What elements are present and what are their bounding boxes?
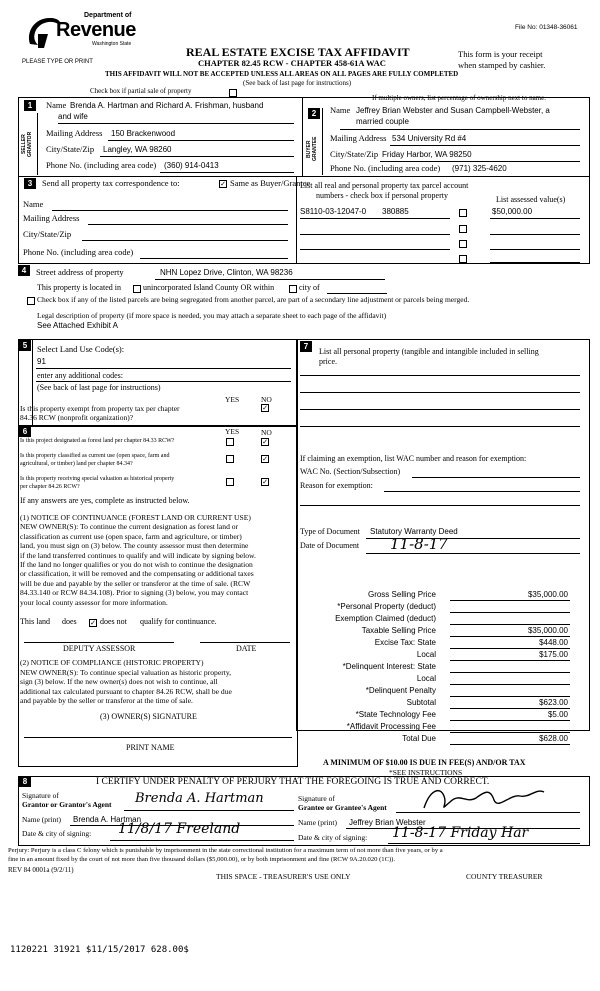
assessed-value[interactable]: $50,000.00 <box>492 207 533 216</box>
buyer-name-label: Name <box>330 105 351 115</box>
personal-property-label-1: List all personal property (tangible and intangible included in selling <box>319 347 539 356</box>
tax-row-value[interactable]: $5.00 <box>547 710 568 719</box>
notice-of-compliance <box>20 658 292 706</box>
does-not-label: does not <box>100 617 127 626</box>
multiple-owners-note: If multiple owners, list percentage of ownership next to name. <box>372 94 546 102</box>
qualify-label: qualify for continuance. <box>140 617 217 626</box>
seller-name-value-2[interactable]: and wife <box>58 112 88 121</box>
file-number: File No: 01348-36061 <box>515 24 578 31</box>
certify-statement: I CERTIFY UNDER PENALTY OF PERJURY THAT THE FOREGOING IS TRUE AND CORRECT. <box>96 777 490 787</box>
assessor-date-label: DATE <box>236 644 257 653</box>
forest-yes-checkbox[interactable] <box>226 438 234 446</box>
corr-city-label: City/State/Zip <box>23 229 72 239</box>
notice-continuance-line: or classification, it will be removed and the compensating or additional taxes <box>20 569 254 579</box>
tax-row-label: Excise Tax: State <box>374 638 436 647</box>
parcel-2-personal-checkbox[interactable] <box>459 225 467 233</box>
notice-continuance-line: If the land no longer qualifies or you do not wish to continue the designation <box>20 560 253 570</box>
doc-date-label: Date of Document <box>300 541 360 550</box>
notice-compliance-line: (2) NOTICE OF COMPLIANCE (HISTORIC PROPERTY) <box>20 658 204 667</box>
send-correspondence-label: Send all property tax correspondence to: <box>42 178 180 188</box>
notice-continuance-line: 84.33.140 or RCW 84.34.108). Prior to signing (3) below, you may contact <box>20 588 249 598</box>
logo-state: Washington State <box>92 41 132 47</box>
parcel-value-2[interactable]: 380885 <box>382 207 409 216</box>
corr-mail-label: Mailing Address <box>23 213 80 223</box>
receipt-stamp: 1120221 31921 $11/15/2017 628.00$ <box>10 945 189 955</box>
seller-city-label: City/State/Zip <box>46 144 95 154</box>
grantor-sig-label-1: Signature of <box>22 791 59 800</box>
logo <box>22 12 136 52</box>
grantee-signature[interactable] <box>420 784 560 814</box>
seller-mail-label: Mailing Address <box>46 128 103 138</box>
parcel-3-personal-checkbox[interactable] <box>459 240 467 248</box>
grantee-name-print-value[interactable]: Jeffrey Brian Webster <box>349 818 426 827</box>
wac-number-label: WAC No. (Section/Subsection) <box>300 467 401 476</box>
tax-row-line <box>450 696 570 697</box>
parcel-header-2: numbers - check box if personal property <box>316 191 448 200</box>
does-not-checkbox[interactable]: ✓ <box>90 619 96 627</box>
perjury-note-1: Perjury: Perjury is a class C felony which is punishable by imprisonment in the state correctional institution for a maximum term of not more than five years, or by a <box>8 847 443 854</box>
buyer-name-value-1[interactable]: Jeffrey Brian Webster and Susan Campbell-Webster, a <box>356 106 550 115</box>
grantee-date-city-value[interactable]: 11-8-17 Friday Har <box>392 825 529 841</box>
tax-row-line <box>450 684 570 685</box>
seller-mail-value[interactable]: 150 Brackenwood <box>111 129 176 138</box>
notice-continuance-line: will be due and payable by the seller or transferor at the time of sale. (RCW <box>20 578 251 588</box>
s6-yes-header: YES <box>225 427 240 436</box>
notice-compliance-line: and payable by the seller or transferor at the time of sale. <box>20 696 193 706</box>
tax-row-label: Total Due <box>402 734 436 743</box>
receipt-note-2: when stamped by cashier. <box>458 60 546 70</box>
logo-dept: Department of <box>84 12 132 19</box>
tax-row-value[interactable]: $35,000.00 <box>527 590 568 599</box>
grantor-name-print-label: Name (print) <box>22 815 61 824</box>
notice-compliance-line: additional tax calculated pursuant to chapter 84.26 RCW, shall be due <box>20 686 232 696</box>
owner-signature-label: (3) OWNER(S) SIGNATURE <box>100 712 197 721</box>
buyer-phone-value[interactable]: (971) 325-4620 <box>452 164 507 173</box>
tax-row-line <box>450 672 570 673</box>
exempt-question-1: Is this property exempt from property tax per chapter <box>20 404 180 413</box>
buyer-mail-value[interactable]: 534 University Rd #4 <box>392 134 467 143</box>
tax-row-line <box>450 648 570 649</box>
section-2-badge: 2 <box>308 108 320 119</box>
tax-row-label: Exemption Claimed (deduct) <box>335 614 436 623</box>
seller-phone-label: Phone No. (including area code) <box>46 160 157 170</box>
land-use-value[interactable]: 91 <box>37 357 46 366</box>
minimum-due-note: A MINIMUM OF $10.00 IS DUE IN FEE(S) AND/OR TAX <box>323 758 526 767</box>
tax-row-line <box>450 732 570 733</box>
parcel-header-1: List all real and personal property tax parcel account <box>300 181 469 190</box>
notice-compliance-line: sign (3) below. If the new owner(s) does not wish to continue, all <box>20 677 218 687</box>
warning-text: THIS AFFIDAVIT WILL NOT BE ACCEPTED UNLESS ALL AREAS ON ALL PAGES ARE FULLY COMPLETED <box>105 70 459 78</box>
tax-row-line <box>450 660 570 661</box>
historic-yes-checkbox[interactable] <box>226 478 234 486</box>
segregated-checkbox[interactable] <box>27 297 35 305</box>
forest-land-question: Is this project designated as forest land per chapter 84.33 RCW? <box>20 438 175 444</box>
seller-phone-value[interactable]: (360) 914-0413 <box>164 161 219 170</box>
notice-continuance-line: classification as current use (open space, farm and agriculture, or timber) <box>20 531 242 541</box>
tax-row-value[interactable]: $175.00 <box>539 650 568 659</box>
exempt-no-checkbox[interactable]: ✓ <box>262 404 268 412</box>
notice-of-continuance <box>20 513 292 607</box>
tax-row-label: Subtotal <box>406 698 436 707</box>
tax-row-value[interactable]: $35,000.00 <box>527 626 568 635</box>
deputy-assessor-label: DEPUTY ASSESSOR <box>63 644 136 653</box>
street-address-label: Street address of property <box>36 267 124 277</box>
form-title: REAL ESTATE EXCISE TAX AFFIDAVIT <box>186 45 410 59</box>
form-subtitle: CHAPTER 82.45 RCW - CHAPTER 458-61A WAC <box>198 58 386 68</box>
tax-row-label: *Personal Property (deduct) <box>337 602 436 611</box>
parcel-value[interactable]: S8110-03-12047-0 <box>300 207 367 216</box>
buyer-city-label: City/State/Zip <box>330 149 379 159</box>
grantee-date-city-label: Date & city of signing: <box>298 833 368 842</box>
notice-compliance-line: NEW OWNER(S): To continue special valuation as historic property, <box>20 667 232 677</box>
personal-property-label-2: price. <box>319 357 337 366</box>
corr-name-label: Name <box>23 199 44 209</box>
section-7-badge: 7 <box>300 341 312 352</box>
grantee-sig-label-2: Grantee or Grantee's Agent <box>298 803 387 812</box>
tax-table <box>300 590 580 750</box>
s5-yes-header: YES <box>225 395 240 404</box>
buyer-phone-label: Phone No. (including area code) <box>330 163 441 173</box>
street-address-value[interactable]: NHN Lopez Drive, Clinton, WA 98236 <box>160 268 293 277</box>
historic-no-checkbox[interactable]: ✓ <box>262 478 268 486</box>
buyer-name-value-2[interactable]: married couple <box>356 117 409 126</box>
see-back-instructions: (See back of last page for instructions) <box>243 79 352 87</box>
notice-continuance-line: your local county assessor for more information. <box>20 597 168 607</box>
notice-continuance-line: if the land transferred continues to qualify and will indicate by signing below. <box>20 550 256 560</box>
tax-row-value[interactable]: $628.00 <box>539 734 568 743</box>
doc-date-value[interactable]: 11-8-17 <box>390 535 448 553</box>
tax-row-label: *Affidavit Processing Fee <box>346 722 436 731</box>
section-4-badge: 4 <box>18 265 30 276</box>
seller-name-value-1[interactable]: Brenda A. Hartman and Richard A. Frishman, husband <box>70 101 264 110</box>
same-as-buyer-label: Same as Buyer/Grantee <box>230 178 311 188</box>
please-type: PLEASE TYPE OR PRINT <box>22 59 93 65</box>
this-land-label: This land <box>20 617 50 626</box>
grantor-sig-label-2: Grantor or Grantor's Agent <box>22 800 112 809</box>
city-of-checkbox[interactable] <box>289 285 297 293</box>
partial-sale-label: Check box if partial sale of property <box>90 87 192 95</box>
tax-row-value[interactable]: $623.00 <box>539 698 568 707</box>
treasurer-space-label: THIS SPACE - TREASURER'S USE ONLY <box>216 872 351 881</box>
rev-number: REV 84 0001a (9/2/11) <box>8 866 74 874</box>
reason-label: Reason for exemption: <box>300 481 373 490</box>
legal-description-value[interactable]: See Attached Exhibit A <box>37 321 118 330</box>
grantee-name-print-label: Name (print) <box>298 818 337 827</box>
additional-codes-label: enter any additional codes: <box>37 371 123 380</box>
parcel-1-personal-checkbox[interactable] <box>459 209 467 217</box>
forest-no-checkbox[interactable]: ✓ <box>262 438 268 446</box>
section-8-badge: 8 <box>19 776 31 787</box>
land-use-see-back: (See back of last page for instructions) <box>37 383 161 392</box>
located-in-label: This property is located in <box>37 283 121 292</box>
doc-type-label: Type of Document <box>300 527 360 536</box>
unincorporated-checkbox[interactable] <box>133 285 141 293</box>
tax-row-label: *Delinquent Interest: State <box>342 662 436 671</box>
section-3-badge: 3 <box>24 178 36 189</box>
notice-continuance-line: (1) NOTICE OF CONTINUANCE (FOREST LAND OR CURRENT USE) <box>20 513 251 522</box>
same-as-buyer-checkbox[interactable]: ✓ <box>220 180 226 188</box>
section-5-badge: 5 <box>19 340 31 351</box>
assessed-header: List assessed value(s) <box>496 195 566 204</box>
tax-row-line <box>450 720 570 721</box>
buyer-side-label: BUYER GRANTEE <box>306 136 318 162</box>
tax-row-label: Taxable Selling Price <box>361 626 436 635</box>
section-6-badge: 6 <box>19 426 31 437</box>
does-label: does <box>62 617 77 626</box>
tax-row-value[interactable]: $448.00 <box>539 638 568 647</box>
current-use-yes-checkbox[interactable] <box>226 455 234 463</box>
see-instructions-note: *SEE INSTRUCTIONS <box>389 768 463 777</box>
land-use-label: Select Land Use Code(s): <box>37 344 125 354</box>
seller-city-value[interactable]: Langley, WA 98260 <box>103 145 172 154</box>
historic-question-1: Is this property receiving special valuation as historical property <box>20 476 175 482</box>
logo-word: Revenue <box>56 19 136 41</box>
buyer-city-value[interactable]: Friday Harbor, WA 98250 <box>382 150 472 159</box>
buyer-mail-label: Mailing Address <box>330 133 387 143</box>
print-name-label: PRINT NAME <box>126 743 175 752</box>
notice-continuance-line: land, you must sign on (3) below. The county assessor must then determine <box>20 541 249 551</box>
legal-description-label: Legal description of property (if more space is needed, you may attach a separate sheet to each page of the affidavit) <box>37 311 387 320</box>
seller-name-label: Name <box>46 100 67 110</box>
tax-row-line <box>450 636 570 637</box>
tax-row-line <box>450 744 570 745</box>
any-yes-instruction: If any answers are yes, complete as instructed below. <box>20 496 190 505</box>
tax-row-line <box>450 708 570 709</box>
grantor-date-city-value[interactable]: 11/8/17 Freeland <box>118 821 241 837</box>
s6-no-header: NO <box>261 428 272 437</box>
grantor-date-city-label: Date & city of signing: <box>22 829 92 838</box>
tax-row-label: *State Technology Fee <box>355 710 436 719</box>
tax-row-label: Gross Selling Price <box>367 590 436 599</box>
tax-row-line <box>450 612 570 613</box>
current-use-question-2: agricultural, or timber) land per chapter 84.34? <box>20 461 133 467</box>
s5-no-header: NO <box>261 395 272 404</box>
segregated-label: Check box if any of the listed parcels are being segregated from another parcel, are part of a secondary line adjustment or parcels being merged. <box>37 295 470 304</box>
receipt-note-1: This form is your receipt <box>458 49 543 59</box>
section-1-badge: 1 <box>24 100 36 111</box>
current-use-question-1: Is this property classified as current use (open space, farm and <box>20 453 170 459</box>
parcel-4-personal-checkbox[interactable] <box>459 255 467 263</box>
tax-row-label: Local <box>416 674 436 683</box>
tax-row-line <box>450 600 570 601</box>
partial-sale-checkbox[interactable] <box>229 89 237 97</box>
grantee-sig-label-1: Signature of <box>298 794 335 803</box>
current-use-no-checkbox[interactable]: ✓ <box>262 455 268 463</box>
seller-side-label: SELLER GRANTOR <box>21 131 33 158</box>
wac-claim-label: If claiming an exemption, list WAC number and reason for exemption: <box>300 454 527 463</box>
perjury-note-2: fine in an amount fixed by the court of not more than five thousand dollars ($5,000.00), or by both imprisonment and fine (RCW 9A.20.020 (1C)). <box>8 856 396 863</box>
historic-question-2: per chapter 84.26 RCW? <box>20 484 80 490</box>
tax-row-label: Local <box>416 650 436 659</box>
tax-row-label: *Delinquent Penalty <box>365 686 436 695</box>
grantor-name-print-value[interactable]: Brenda A. Hartman <box>73 815 142 824</box>
unincorporated-label: unincorporated Island County OR within <box>143 283 275 292</box>
corr-phone-label: Phone No. (including area code) <box>23 247 134 257</box>
doc-type-value[interactable]: Statutory Warranty Deed <box>370 527 458 536</box>
city-of-label: city of <box>299 283 320 292</box>
notice-continuance-line: NEW OWNER(S): To continue the current designation as forest land or <box>20 522 239 532</box>
county-treasurer-label: COUNTY TREASURER <box>466 872 543 881</box>
tax-row-line <box>450 624 570 625</box>
exempt-question-2: 84.36 RCW (nonprofit organization)? <box>20 413 134 422</box>
grantor-signature[interactable]: Brenda A. Hartman <box>135 791 264 806</box>
